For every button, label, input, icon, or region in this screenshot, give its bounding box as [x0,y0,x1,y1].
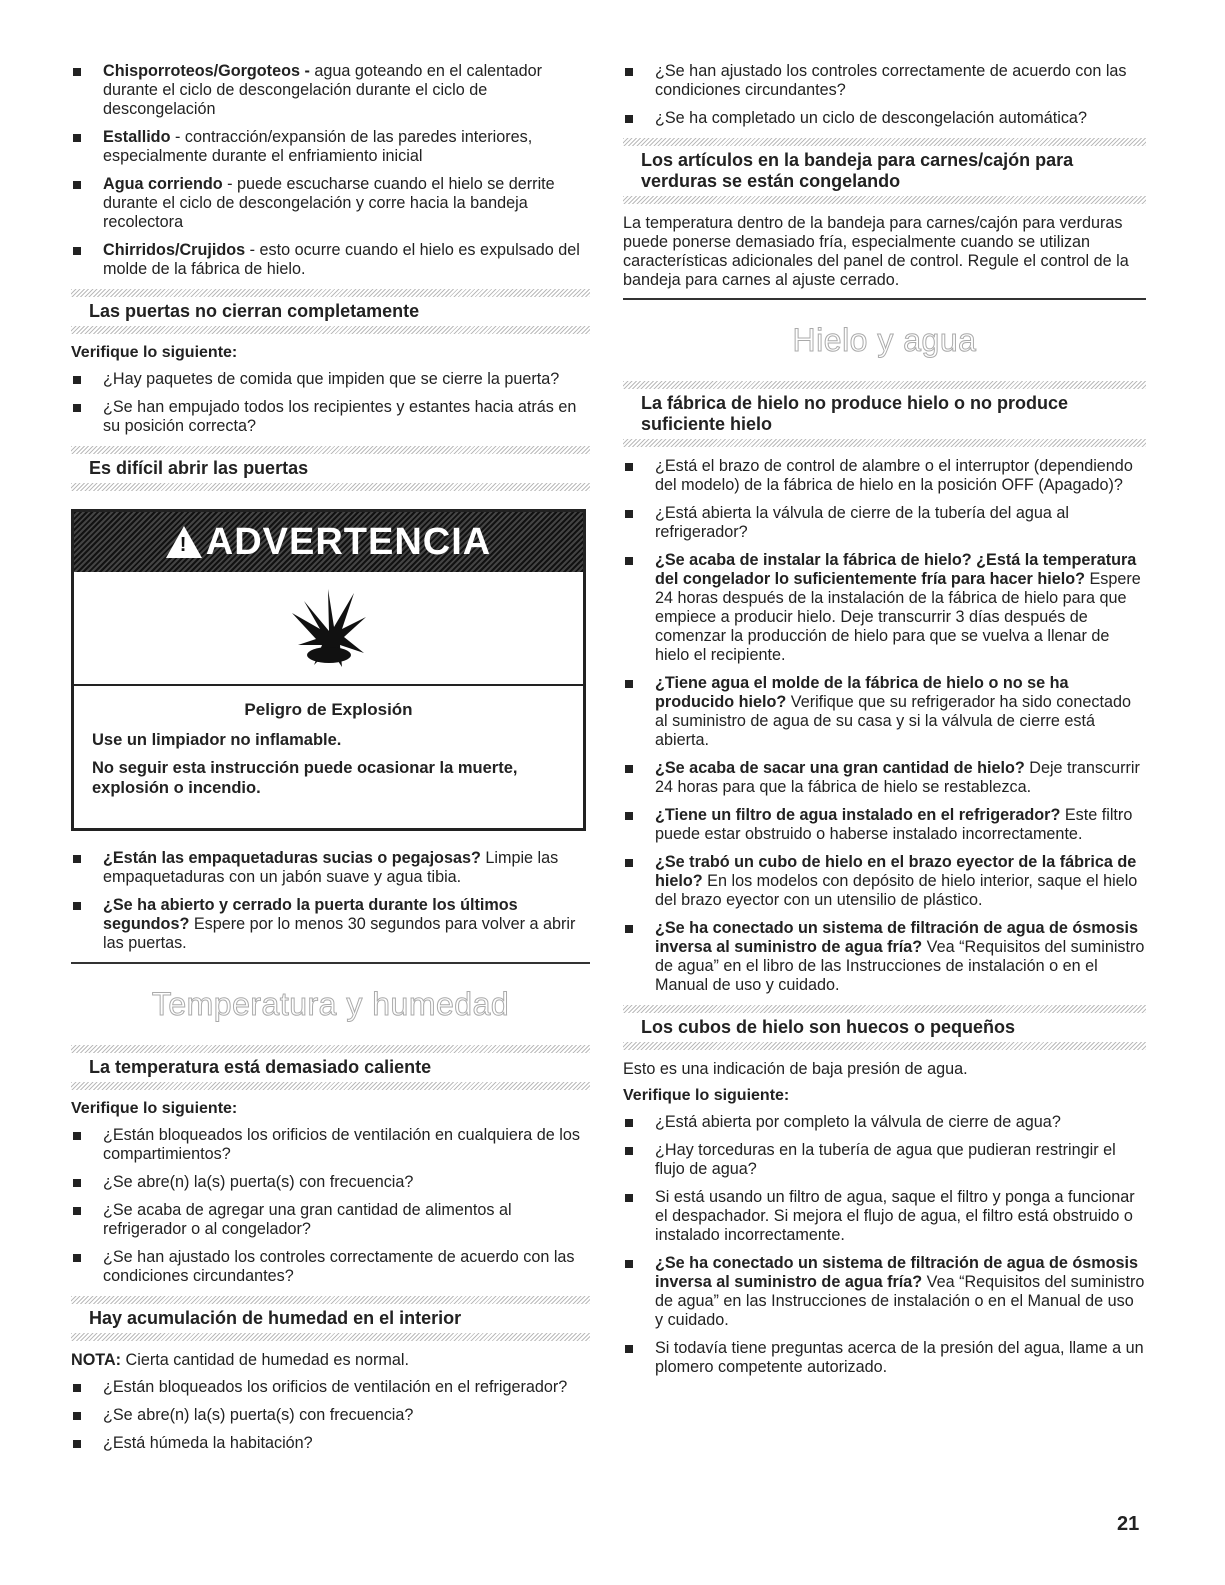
moisture-list [71,1378,590,1453]
list-item: Agua corriendo - puede escucharse cuando el hielo se derrite durante el ciclo de descongelación y corre hacia la bandeja recolectora [71,175,590,232]
section-heading: Los cubos de hielo son huecos o pequeños [641,1017,1016,1037]
top-list [623,62,1146,128]
too-warm-list [71,1126,590,1286]
divider [623,381,1146,389]
section-icemaker [623,381,1146,447]
section-doors-open [71,446,590,491]
list-item: ¿Está abierta por completo la válvula de cierre de agua? [623,1113,1146,1132]
list-item: ¿Hay paquetes de comida que impiden que se cierre la puerta? [71,370,590,389]
warning-triangle-icon: ! [166,526,202,558]
cubes-list [623,1113,1146,1377]
list-item: ¿Se han ajustado los controles correctamente de acuerdo con las condiciones circundantes? [71,1248,590,1286]
list-item: Chirridos/Crujidos - esto ocurre cuando el hielo es expulsado del molde de la fábrica de hielo. [71,241,590,279]
divider [623,1042,1146,1050]
warning-line: No seguir esta instrucción puede ocasionar la muerte, explosión o incendio. [92,759,518,797]
section-heading: La temperatura está demasiado caliente [89,1057,432,1077]
paragraph: Esto es una indicación de baja presión de agua. [623,1060,968,1078]
warning-line: Use un limpiador no inflamable. [92,731,342,749]
list-item: ¿Está húmeda la habitación? [71,1434,590,1453]
section-heading: Es difícil abrir las puertas [89,458,309,478]
list-item: ¿Está el brazo de control de alambre o el interruptor (dependiendo del modelo) de la fábrica de hielo en la posición OFF (Apagado)? [623,457,1146,495]
list-item: Si está usando un filtro de agua, saque el filtro y ponga a funcionar el despachador. Si mejora el flujo de agua, el filtro está obstruido o instalado incorrectamente. [623,1188,1146,1245]
divider [623,138,1146,146]
warning-text [74,686,583,828]
section-rule [623,298,1146,300]
divider [71,446,590,454]
section-too-warm [71,1045,590,1090]
verify-label: Verifique lo siguiente: [623,1087,790,1104]
list-item: ¿Tiene agua el molde de la fábrica de hielo o no se ha producido hielo? Verifique que su refrigerador ha sido conectado al suministro de agua de su casa y si la válvula de cierre está abierta. [623,674,1146,750]
warning-banner [74,512,583,572]
warning-title: Peligro de Explosión [244,700,413,719]
list-item: Estallido - contracción/expansión de las paredes interiores, especialmente durante el enfriamiento inicial [71,128,590,166]
explosion-icon [284,583,374,673]
list-item: ¿Se abre(n) la(s) puerta(s) con frecuencia? [71,1173,590,1192]
list-item: Si todavía tiene preguntas acerca de la presión del agua, llame a un plomero competente autorizado. [623,1339,1146,1377]
page-number: 21 [1117,1513,1140,1535]
list-item: ¿Están las empaquetaduras sucias o pegajosas? Limpie las empaquetaduras con un jabón suave y agua tibia. [71,849,590,887]
list-item: ¿Se trabó un cubo de hielo en el brazo eyector de la fábrica de hielo? En los modelos con depósito de hielo interior, saque el hielo del brazo eyector con un utensilio de plástico. [623,853,1146,910]
list-item: ¿Está abierta la válvula de cierre de la tubería del agua al refrigerador? [623,504,1146,542]
icemaker-list [623,457,1146,995]
divider [623,1005,1146,1013]
list-item: ¿Se acaba de instalar la fábrica de hielo? ¿Está la temperatura del congelador lo suficientemente fría para hacer hielo? Espere 24 horas después de la instalación de la fábrica de hielo para que empiece a producir hielo. Deje transcurrir 3 días después de comenzar la producción de hielo para que se vuelva a llenar de hielo el recipiente. [623,551,1146,665]
section-heading: La fábrica de hielo no produce hielo o no produce suficiente hielo [641,393,1069,434]
noise-list [71,62,590,279]
divider [71,1296,590,1304]
list-item: ¿Se ha abierto y cerrado la puerta durante los últimos segundos? Espere por lo menos 30 segundos para volver a abrir las puertas. [71,896,590,953]
divider [623,196,1146,204]
verify-label: Verifique lo siguiente: [71,1100,238,1117]
list-item: Chisporroteos/Gorgoteos - agua goteando en el calentador durante el ciclo de descongelación durante el ciclo de descongelación [71,62,590,119]
section-title-ice-water: Hielo y agua [792,322,977,358]
doors-close-list [71,370,590,436]
list-item: ¿Están bloqueados los orificios de ventilación en cualquiera de los compartimientos? [71,1126,590,1164]
list-item: ¿Se han empujado todos los recipientes y estantes hacia atrás en su posición correcta? [71,398,590,436]
section-heading: Los artículos en la bandeja para carnes/cajón para verduras se están congelando [641,150,1074,191]
divider [71,1082,590,1090]
list-item: ¿Están bloqueados los orificios de ventilación en el refrigerador? [71,1378,590,1397]
warning-box [71,509,586,831]
divider [623,439,1146,447]
list-item: ¿Se abre(n) la(s) puerta(s) con frecuencia? [71,1406,590,1425]
divider [71,1333,590,1341]
doors-open-list [71,849,590,953]
list-item: ¿Hay torceduras en la tubería de agua que pudieran restringir el flujo de agua? [623,1141,1146,1179]
explosion-icon-area [74,572,583,686]
section-doors-close [71,289,590,334]
right-column [623,62,1146,1386]
left-column [71,62,590,1462]
list-item: ¿Se ha conectado un sistema de filtración de agua de ósmosis inversa al suministro de agua fría? Vea “Requisitos del suministro de agua” en las Instrucciones de instalación o en el Manual de uso y cuidado. [623,1254,1146,1330]
section-cubes [623,1005,1146,1050]
list-item: ¿Se ha completado un ciclo de descongelación automática? [623,109,1146,128]
list-item: ¿Se acaba de sacar una gran cantidad de hielo? Deje transcurrir 24 horas para que la fábrica de hielo se restablezca. [623,759,1146,797]
list-item: ¿Se han ajustado los controles correctamente de acuerdo con las condiciones circundantes? [623,62,1146,100]
warning-banner-text: ADVERTENCIA [205,520,492,563]
list-item: ¿Se acaba de agregar una gran cantidad de alimentos al refrigerador o al congelador? [71,1201,590,1239]
section-freezing [623,138,1146,204]
divider [71,326,590,334]
section-heading: Las puertas no cierran completamente [89,301,420,321]
verify-label: Verifique lo siguiente: [71,344,238,361]
note: NOTA: Cierta cantidad de humedad es normal. [71,1351,410,1369]
list-item: ¿Se ha conectado un sistema de filtración de agua de ósmosis inversa al suministro de agua fría? Vea “Requisitos del suministro de agua” en el libro de las Instrucciones de instalación o en el Manual de uso y cuidado. [623,919,1146,995]
section-moisture [71,1296,590,1341]
divider [71,1045,590,1053]
divider [71,289,590,297]
section-heading: Hay acumulación de humedad en el interior [89,1308,462,1328]
divider [71,483,590,491]
section-title-temperature: Temperatura y humedad [151,986,510,1022]
list-item: ¿Tiene un filtro de agua instalado en el refrigerador? Este filtro puede estar obstruido o haberse instalado incorrectamente. [623,806,1146,844]
paragraph: La temperatura dentro de la bandeja para carnes/cajón para verduras puede ponerse demasiado fría, especialmente cuando se utilizan características adicionales del panel de control. Regule el control de la bandeja para carnes al ajuste cerrado. [623,214,1129,289]
section-rule [71,962,590,964]
